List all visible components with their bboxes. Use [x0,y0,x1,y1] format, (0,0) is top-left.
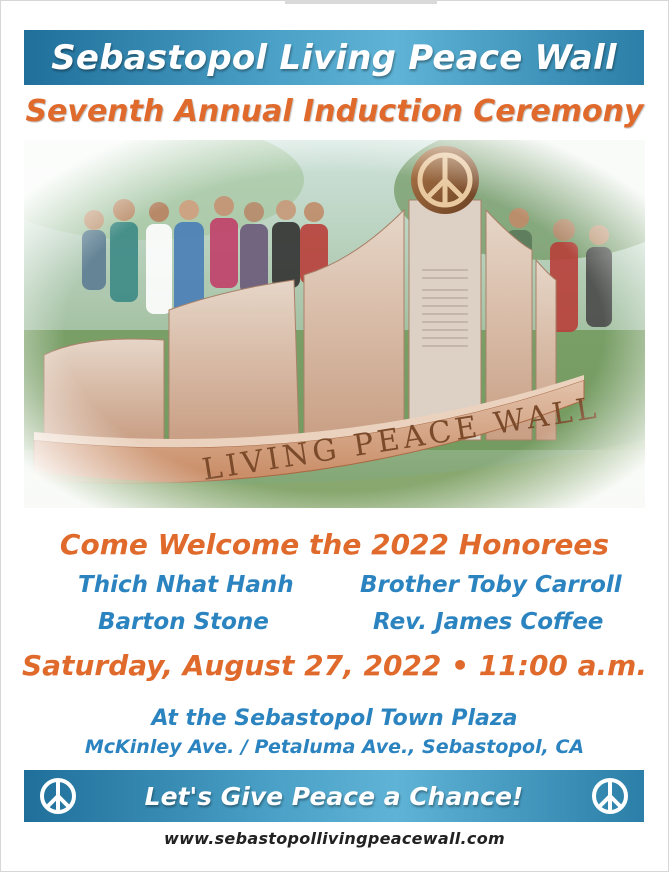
slogan-banner [24,770,644,822]
honoree-name: Barton Stone [98,609,269,635]
event-address: McKinley Ave. / Petaluma Ave., Sebastopol, CA [84,736,585,758]
slogan-text: Let's Give Peace a Chance! [144,781,524,811]
website-link[interactable]: www.sebastopollivingpeacewall.com [164,829,505,848]
title-banner [24,30,644,85]
peace-wall-illustration [24,140,645,508]
poster-title: Sebastopol Living Peace Wall [51,37,617,78]
honorees-heading: Come Welcome the 2022 Honorees [59,528,610,561]
honoree-name: Rev. James Coffee [373,609,604,635]
window-tab [285,0,437,4]
event-datetime: Saturday, August 27, 2022 • 11:00 a.m. [22,649,647,682]
honoree-name: Thich Nhat Hanh [78,572,294,598]
peace-sign-icon [590,776,630,816]
peace-wall-photo [24,140,645,508]
poster-subtitle: Seventh Annual Induction Ceremony [25,94,644,129]
peace-sign-icon [38,776,78,816]
honoree-name: Brother Toby Carroll [360,572,622,598]
event-venue: At the Sebastopol Town Plaza [151,706,518,731]
